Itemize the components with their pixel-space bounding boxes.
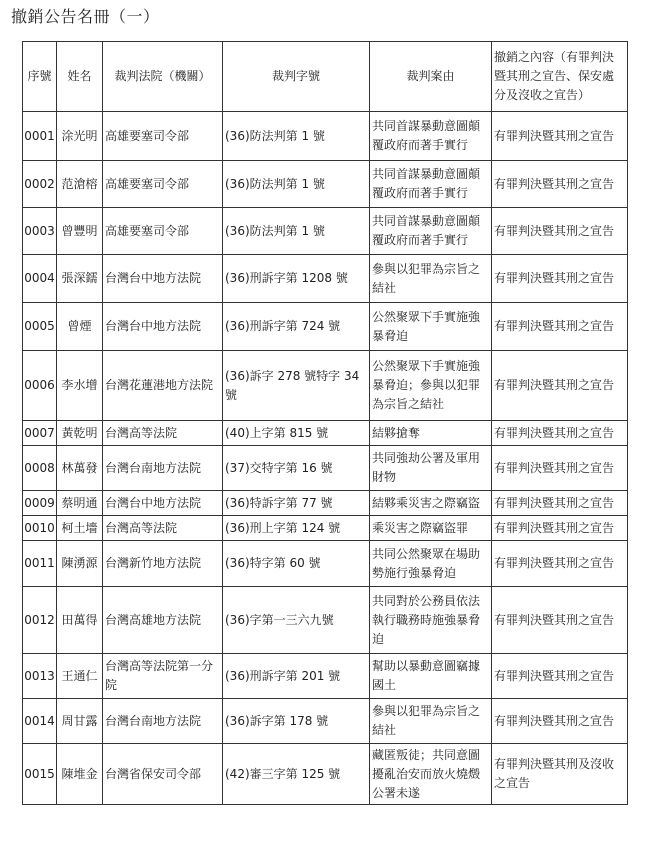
cell-court: 台灣台中地方法院 [103,491,223,516]
cell-no: 0007 [23,421,57,446]
header-content: 撤銷之內容（有罪判決暨其刑之宣告、保安處分及沒收之宣告） [492,42,628,112]
cell-court: 台灣新竹地方法院 [103,541,223,587]
table-row [23,491,628,516]
cell-name: 田萬得 [57,587,103,654]
cell-cause: 共同公然聚眾在場助勢施行強暴脅迫 [370,541,492,587]
table-row [23,112,628,161]
revocation-table [22,41,628,805]
cell-cause: 參與以犯罪為宗旨之結社 [370,699,492,744]
cell-case-no: (40)上字第 815 號 [223,421,370,446]
cell-name: 陳堆金 [57,744,103,805]
table-body [23,112,628,805]
table-row [23,541,628,587]
cell-court: 台灣台南地方法院 [103,446,223,491]
cell-content: 有罪判決暨其刑之宣告 [492,491,628,516]
table-row [23,255,628,303]
cell-no: 0010 [23,516,57,541]
header-cause: 裁判案由 [370,42,492,112]
cell-name: 陳湧源 [57,541,103,587]
cell-no: 0003 [23,208,57,255]
cell-content: 有罪判決暨其刑之宣告 [492,161,628,208]
cell-content: 有罪判決暨其刑之宣告 [492,255,628,303]
cell-cause: 共同首謀暴動意圖顛覆政府而著手實行 [370,112,492,161]
cell-case-no: (36)防法判第 1 號 [223,208,370,255]
cell-case-no: (36)訴字 278 號特字 34 號 [223,351,370,421]
cell-name: 林萬發 [57,446,103,491]
cell-court: 台灣台南地方法院 [103,699,223,744]
header-court: 裁判法院（機關） [103,42,223,112]
table-row [23,744,628,805]
cell-case-no: (42)審三字第 125 號 [223,744,370,805]
cell-case-no: (36)防法判第 1 號 [223,112,370,161]
cell-name: 周甘露 [57,699,103,744]
page-title: 撤銷公告名冊（一） [11,7,160,26]
header-no: 序號 [23,42,57,112]
cell-court: 台灣高等法院 [103,421,223,446]
cell-case-no: (36)特訴字第 77 號 [223,491,370,516]
cell-name: 蔡明通 [57,491,103,516]
cell-content: 有罪判決暨其刑之宣告 [492,516,628,541]
cell-name: 涂光明 [57,112,103,161]
cell-court: 台灣台中地方法院 [103,303,223,351]
cell-cause: 乘災害之際竊盜罪 [370,516,492,541]
cell-no: 0006 [23,351,57,421]
cell-cause: 共同首謀暴動意圖顛覆政府而著手實行 [370,161,492,208]
cell-content: 有罪判決暨其刑之宣告 [492,351,628,421]
table-row [23,208,628,255]
cell-court: 台灣高雄地方法院 [103,587,223,654]
table-header-row [23,42,628,112]
cell-no: 0008 [23,446,57,491]
cell-no: 0001 [23,112,57,161]
cell-cause: 藏匿叛徒；共同意圖擾亂治安而放火燒燬公署未遂 [370,744,492,805]
cell-case-no: (36)刑訴字第 1208 號 [223,255,370,303]
cell-court: 台灣省保安司令部 [103,744,223,805]
cell-content: 有罪判決暨其刑之宣告 [492,587,628,654]
cell-name: 柯土墻 [57,516,103,541]
cell-cause: 共同強劫公署及軍用財物 [370,446,492,491]
cell-name: 王通仁 [57,654,103,699]
cell-court: 高雄要塞司令部 [103,161,223,208]
cell-no: 0009 [23,491,57,516]
cell-name: 曾煙 [57,303,103,351]
cell-case-no: (36)刑訴字第 201 號 [223,654,370,699]
table-row [23,654,628,699]
cell-content: 有罪判決暨其刑之宣告 [492,699,628,744]
cell-case-no: (36)刑訴字第 724 號 [223,303,370,351]
cell-no: 0002 [23,161,57,208]
cell-no: 0013 [23,654,57,699]
cell-content: 有罪判決暨其刑之宣告 [492,421,628,446]
table-row [23,446,628,491]
cell-case-no: (36)訴字第 178 號 [223,699,370,744]
cell-cause: 參與以犯罪為宗旨之結社 [370,255,492,303]
cell-name: 范滄榕 [57,161,103,208]
cell-no: 0011 [23,541,57,587]
cell-case-no: (36)字第一三六九號 [223,587,370,654]
cell-court: 高雄要塞司令部 [103,112,223,161]
cell-name: 黃乾明 [57,421,103,446]
cell-name: 曾豐明 [57,208,103,255]
table-row [23,516,628,541]
cell-court: 台灣花蓮港地方法院 [103,351,223,421]
cell-case-no: (36)防法判第 1 號 [223,161,370,208]
cell-content: 有罪判決暨其刑之宣告 [492,303,628,351]
cell-cause: 公然聚眾下手實施強暴脅迫 [370,303,492,351]
table-row [23,587,628,654]
cell-no: 0014 [23,699,57,744]
table-row [23,421,628,446]
cell-content: 有罪判決暨其刑之宣告 [492,541,628,587]
header-case-no: 裁判字號 [223,42,370,112]
cell-content: 有罪判決暨其刑之宣告 [492,112,628,161]
cell-cause: 幫助以暴動意圖竊據國土 [370,654,492,699]
cell-content: 有罪判決暨其刑及沒收之宣告 [492,744,628,805]
cell-content: 有罪判決暨其刑之宣告 [492,654,628,699]
cell-cause: 結夥乘災害之際竊盜 [370,491,492,516]
cell-court: 高雄要塞司令部 [103,208,223,255]
header-name: 姓名 [57,42,103,112]
table-row [23,351,628,421]
cell-cause: 公然聚眾下手實施強暴脅迫；參與以犯罪為宗旨之結社 [370,351,492,421]
cell-court: 台灣高等法院 [103,516,223,541]
table-row [23,161,628,208]
table-row [23,303,628,351]
cell-name: 張深鑐 [57,255,103,303]
cell-content: 有罪判決暨其刑之宣告 [492,208,628,255]
cell-court: 台灣高等法院第一分院 [103,654,223,699]
cell-no: 0012 [23,587,57,654]
cell-cause: 共同對於公務員依法執行職務時施強暴脅迫 [370,587,492,654]
table-row [23,699,628,744]
cell-cause: 結夥搶奪 [370,421,492,446]
cell-case-no: (36)刑上字第 124 號 [223,516,370,541]
cell-court: 台灣台中地方法院 [103,255,223,303]
cell-case-no: (37)交特字第 16 號 [223,446,370,491]
cell-no: 0015 [23,744,57,805]
cell-no: 0005 [23,303,57,351]
cell-case-no: (36)特字第 60 號 [223,541,370,587]
cell-cause: 共同首謀暴動意圖顛覆政府而著手實行 [370,208,492,255]
cell-name: 李水增 [57,351,103,421]
cell-no: 0004 [23,255,57,303]
cell-content: 有罪判決暨其刑之宣告 [492,446,628,491]
